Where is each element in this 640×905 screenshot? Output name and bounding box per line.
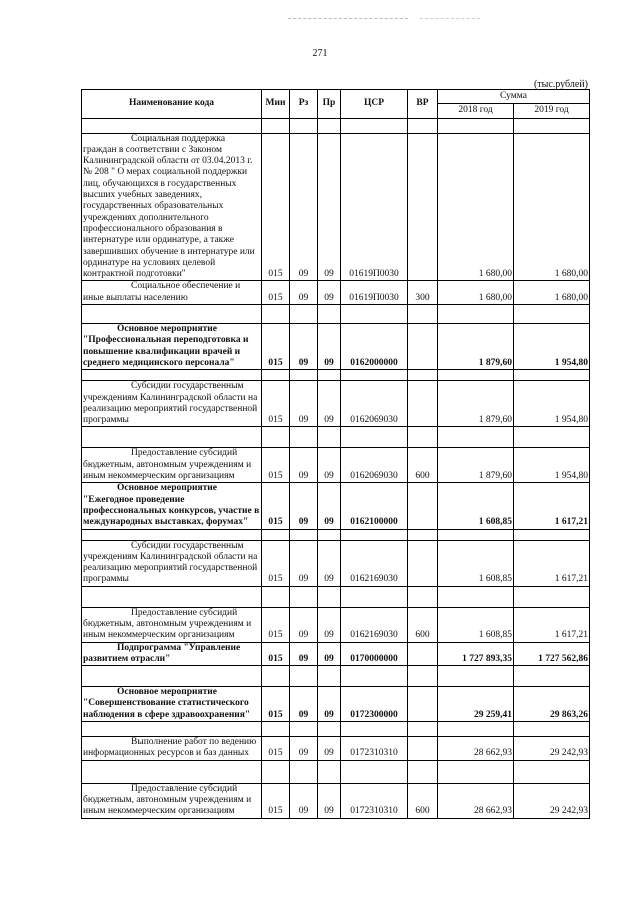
row-2019: 29 242,93	[514, 783, 590, 818]
row-2018: 1 608,85	[438, 483, 514, 529]
spacer-row	[82, 666, 590, 687]
table-row	[82, 737, 590, 761]
row-name-text: Субсидии государственным учреждениям Калининградской области на реализацию мероприятий государственной программы	[83, 381, 258, 426]
table-row	[82, 133, 590, 281]
row-2019: 1 617,21	[514, 607, 590, 642]
row-name-text: Основное мероприятие "Ежегодное проведение профессиональных конкурсов, участие в международных выставках, форумах"	[83, 483, 260, 528]
row-rz: 09	[290, 783, 318, 818]
row-min: 015	[262, 687, 290, 722]
row-vr: 600	[408, 448, 438, 483]
units-label: (тыс.рублей)	[533, 79, 588, 90]
row-name	[82, 483, 262, 529]
row-pr: 09	[318, 642, 341, 666]
table-row	[82, 783, 590, 818]
row-2019: 1 617,21	[514, 540, 590, 586]
row-2018: 1 727 893,35	[438, 642, 514, 666]
row-2018: 28 662,93	[438, 737, 514, 761]
spacer-row	[82, 586, 590, 607]
row-vr	[408, 642, 438, 666]
header-2019: 2019 год	[514, 104, 590, 118]
row-min: 015	[262, 133, 290, 281]
row-csr: 0162069030	[341, 381, 408, 427]
row-pr: 09	[318, 607, 341, 642]
row-2018: 1 879,60	[438, 381, 514, 427]
row-min: 015	[262, 642, 290, 666]
row-name	[82, 281, 262, 305]
row-rz: 09	[290, 540, 318, 586]
row-rz: 09	[290, 133, 318, 281]
table-row	[82, 687, 590, 722]
row-rz: 09	[290, 687, 318, 722]
row-2018: 1 680,00	[438, 281, 514, 305]
row-2019: 1 954,80	[514, 448, 590, 483]
row-name	[82, 737, 262, 761]
row-pr: 09	[318, 483, 341, 529]
row-rz: 09	[290, 324, 318, 370]
table-body	[82, 118, 590, 818]
row-2019: 1 954,80	[514, 381, 590, 427]
scan-artifact-dashes	[420, 18, 480, 19]
row-pr: 09	[318, 540, 341, 586]
header-sum: Сумма	[438, 90, 590, 104]
spacer-row	[82, 722, 590, 737]
row-csr: 0162000000	[341, 324, 408, 370]
table-row	[82, 281, 590, 305]
row-vr	[408, 737, 438, 761]
budget-table	[81, 89, 590, 819]
row-vr	[408, 483, 438, 529]
row-vr: 600	[408, 607, 438, 642]
row-2018: 1 608,85	[438, 607, 514, 642]
row-pr: 09	[318, 324, 341, 370]
header-name: Наименование кода	[82, 90, 262, 119]
row-vr	[408, 324, 438, 370]
row-name-text: Предоставление субсидий бюджетным, автономным учреждениям и иным некоммерческим организациям	[83, 783, 252, 817]
spacer-row	[82, 118, 590, 133]
row-min: 015	[262, 381, 290, 427]
spacer-row	[82, 529, 590, 540]
table-row	[82, 381, 590, 427]
row-name	[82, 448, 262, 483]
row-vr	[408, 687, 438, 722]
row-name-text: Предоставление субсидий бюджетным, автономным учреждениям и иным некоммерческим организациям	[83, 448, 252, 482]
row-pr: 09	[318, 133, 341, 281]
spacer-row	[82, 760, 590, 783]
row-name	[82, 540, 262, 586]
row-min: 015	[262, 324, 290, 370]
row-name	[82, 133, 262, 281]
row-name-text: Основное мероприятие "Профессиональная переподготовка и повышение квалификации врачей и среднего медицинского персонала"	[83, 324, 249, 368]
table-row	[82, 324, 590, 370]
row-rz: 09	[290, 448, 318, 483]
row-csr: 0172300000	[341, 687, 408, 722]
row-name	[82, 783, 262, 818]
row-name	[82, 642, 262, 666]
row-pr: 09	[318, 737, 341, 761]
row-name	[82, 687, 262, 722]
row-vr	[408, 133, 438, 281]
row-2019: 1 680,00	[514, 133, 590, 281]
table-row	[82, 607, 590, 642]
row-csr: 0162169030	[341, 607, 408, 642]
row-pr: 09	[318, 783, 341, 818]
row-vr	[408, 381, 438, 427]
header-pr: Пр	[318, 90, 341, 119]
row-2019: 29 863,26	[514, 687, 590, 722]
row-2019: 1 954,80	[514, 324, 590, 370]
page-number: 271	[312, 48, 328, 59]
row-name	[82, 607, 262, 642]
row-csr: 0162169030	[341, 540, 408, 586]
row-2018: 1 680,00	[438, 133, 514, 281]
header-min: Мин	[262, 90, 290, 119]
spacer-row	[82, 370, 590, 381]
row-csr: 0170000000	[341, 642, 408, 666]
row-min: 015	[262, 281, 290, 305]
row-2018: 1 879,60	[438, 324, 514, 370]
row-name-text: Социальное обеспечение и иные выплаты населению	[83, 281, 241, 303]
row-name	[82, 324, 262, 370]
row-name-text: Подпрограмма "Управление развитием отрасли"	[83, 642, 241, 664]
row-csr: 01619П0030	[341, 133, 408, 281]
row-csr: 01619П0030	[341, 281, 408, 305]
row-rz: 09	[290, 281, 318, 305]
row-rz: 09	[290, 607, 318, 642]
header-vr: ВР	[408, 90, 438, 119]
scan-artifact-dashes	[288, 18, 408, 19]
row-2019: 29 242,93	[514, 737, 590, 761]
row-vr: 600	[408, 783, 438, 818]
row-rz: 09	[290, 642, 318, 666]
row-rz: 09	[290, 483, 318, 529]
table-row	[82, 642, 590, 666]
row-2019: 1 680,00	[514, 281, 590, 305]
row-min: 015	[262, 607, 290, 642]
row-min: 015	[262, 783, 290, 818]
row-pr: 09	[318, 687, 341, 722]
row-min: 015	[262, 737, 290, 761]
row-rz: 09	[290, 381, 318, 427]
row-name-text: Основное мероприятие "Совершенствование статистического наблюдения в сфере здравоохранения"	[83, 687, 251, 720]
row-csr: 0172310310	[341, 737, 408, 761]
header-2018: 2018 год	[438, 104, 514, 118]
row-2018: 28 662,93	[438, 783, 514, 818]
row-csr: 0172310310	[341, 783, 408, 818]
table-row	[82, 448, 590, 483]
row-2018: 1 879,60	[438, 448, 514, 483]
row-min: 015	[262, 483, 290, 529]
spacer-row	[82, 305, 590, 324]
row-name-text: Субсидии государственным учреждениям Калининградской области на реализацию мероприятий государственной программы	[83, 540, 258, 585]
row-min: 015	[262, 540, 290, 586]
row-rz: 09	[290, 737, 318, 761]
row-2018: 1 608,85	[438, 540, 514, 586]
row-name	[82, 381, 262, 427]
header-csr: ЦСР	[341, 90, 408, 119]
row-csr: 0162100000	[341, 483, 408, 529]
row-min: 015	[262, 448, 290, 483]
row-name-text: Предоставление субсидий бюджетным, автономным учреждениям и иным некоммерческим организациям	[83, 607, 252, 641]
row-pr: 09	[318, 281, 341, 305]
spacer-row	[82, 427, 590, 448]
row-2019: 1 727 562,86	[514, 642, 590, 666]
row-2018: 29 259,41	[438, 687, 514, 722]
table-row	[82, 540, 590, 586]
header-rz: Рз	[290, 90, 318, 119]
table-row	[82, 483, 590, 529]
row-csr: 0162069030	[341, 448, 408, 483]
row-vr: 300	[408, 281, 438, 305]
row-pr: 09	[318, 381, 341, 427]
row-name-text: Социальная поддержка граждан в соответствии с Законом Калининградской области от 03.04.2013 г. № 208 " О мерах социальной поддержки лиц, обучающихся в государственных высших учебных заведениях, государственных образовательных учреждениях дополнительного профессионального образования в интернатуре или ординатуре, а также завершивших обучение в интернатуре или ординатуре на условиях целевой контрактной подготовки"	[83, 133, 255, 280]
row-pr: 09	[318, 448, 341, 483]
row-name-text: Выполнение работ по ведению информационных ресурсов и баз данных	[83, 737, 257, 759]
row-vr	[408, 540, 438, 586]
row-2019: 1 617,21	[514, 483, 590, 529]
